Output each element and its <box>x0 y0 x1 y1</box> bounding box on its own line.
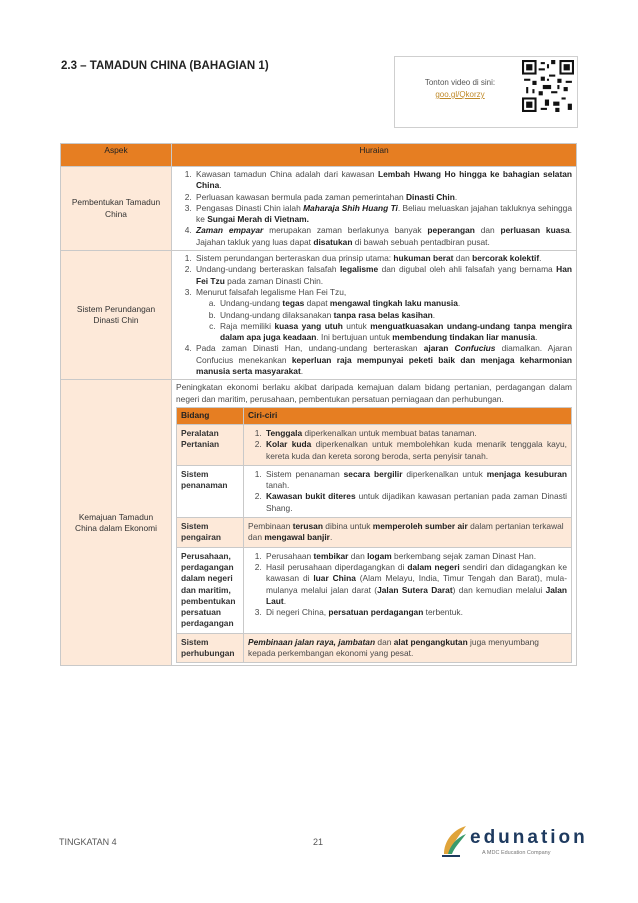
field-cell: Sistem perhubungan <box>177 633 244 663</box>
list-item: c. Raja memiliki kuasa yang utuh untuk menguatkuasakan undang-undang tanpa mengira dalam apa juga keadaan. Ini bertujuan untuk membendung tindakan liar manusia. <box>218 321 572 344</box>
aspect-cell: Pembentukan Tamadun China <box>61 167 172 251</box>
ciri-cell <box>244 424 572 465</box>
table-row <box>177 633 572 663</box>
point-list <box>176 169 572 248</box>
table-row <box>177 424 572 465</box>
logo-subtitle: A MDC Education Company <box>482 850 551 856</box>
list-item: 1. Kawasan tamadun China adalah dari kawasan Lembah Hwang Ho hingga ke bahagian selatan China. <box>194 169 572 192</box>
ciri-cell: Pembinaan terusan dibina untuk memperoleh sumber air dalam pertanian terkawal dan mengawal banjir. <box>244 518 572 548</box>
bidang-table <box>176 407 572 663</box>
sub-list <box>196 298 572 343</box>
page-number: 21 <box>313 837 324 847</box>
ciri-cell <box>244 465 572 517</box>
list-item: a. Undang-undang tegas dapat mengawal tingkah laku manusia. <box>218 298 572 309</box>
list-item: 2. Kolar kuda diperkenalkan untuk membolehkan kuda menarik tenggala kayu, kereta kuda dan kereta sorong beroda, serta penyisir tanah. <box>264 439 567 462</box>
list-item: 2. Undang-undang berteraskan falsafah legalisme dan digubal oleh ahli falsafah yang bernama Han Fei Tzu pada zaman Dinasti Chin. <box>194 264 572 287</box>
desc-cell <box>172 167 577 251</box>
list-item: 3. Di negeri China, persatuan perdagangan terbentuk. <box>264 607 567 618</box>
field-cell: Perusahaan, perdagangan dalam negeri dan maritim, pembentukan persatuan perdagangan <box>177 547 244 633</box>
ciri-cell <box>244 547 572 633</box>
field-cell: Sistem penanaman <box>177 465 244 517</box>
qr-code-icon[interactable] <box>522 60 574 112</box>
ciri-cell: Pembinaan jalan raya, jambatan dan alat pengangkutan juga menyumbang kepada perkembangan ekonomi yang pesat. <box>244 633 572 663</box>
inner-header-ciri: Ciri-ciri <box>244 407 572 424</box>
list-item: 4. Pada zaman Dinasti Han, undang-undang berteraskan ajaran Confucius diamalkan. Ajaran Confucius menekankan keperluan raja mempunyai peketi baik dan menjaga keharmonian manusia serta masyarakat. <box>194 343 572 377</box>
field-cell: Sistem pengairan <box>177 518 244 548</box>
list-item: 4. Zaman empayar merupakan zaman berlakunya banyak peperangan dan perluasan kuasa. Jajahan takluk yang luas dapat disatukan di bawah sebuah pentadbiran pusat. <box>194 225 572 248</box>
list-item: 2. Perluasan kawasan bermula pada zaman pemerintahan Dinasti Chin. <box>194 192 572 203</box>
list-item: 1. Sistem perundangan berteraskan dua prinsip utama: hukuman berat dan bercorak kolektif. <box>194 253 572 264</box>
edunation-logo <box>440 824 588 860</box>
point-list <box>176 253 572 377</box>
logo-mark-icon <box>440 824 470 858</box>
col-header-aspek: Aspek <box>61 144 172 167</box>
video-caption <box>405 77 515 101</box>
list-item: 3. Pengasas Dinasti Chin ialah Maharaja Shih Huang Ti. Beliau meluaskan jajahan takluknya sehingga ke Sungai Merah di Vietnam. <box>194 203 572 226</box>
list-item: 3. Menurut falsafah legalisme Han Fei Tzu, a. Undang-undang tegas dapat mengawal tingkah laku manusia. b. Undang-undang dilaksanakan tanpa rasa belas kasihan. c. Raja memiliki kuasa yang utuh untuk menguatkuasakan undang-undang tanpa mengira dalam apa juga keadaan. Ini bertujuan untuk membendung tindakan liar manusia. <box>194 287 572 343</box>
inner-header-bidang: Bidang <box>177 407 244 424</box>
field-cell: Peralatan Pertanian <box>177 424 244 465</box>
list-item: 1. Sistem penanaman secara bergilir diperkenalkan untuk menjaga kesuburan tanah. <box>264 469 567 492</box>
row-perundangan <box>61 251 577 380</box>
ekonomi-intro: Peningkatan ekonomi berlaku akibat daripada kemajuan dalam bidang pertanian, perdagangan dalam negeri dan maritim, perusahaan, pembentukan persatuan perniagaan dan perhubungan. <box>176 382 572 404</box>
content-table <box>60 143 577 666</box>
video-box <box>394 56 578 128</box>
table-row <box>177 518 572 548</box>
list-item: 1. Perusahaan tembikar dan logam berkembang sejak zaman Dinast Han. <box>264 551 567 562</box>
row-pembentukan <box>61 167 577 251</box>
desc-cell <box>172 251 577 380</box>
col-header-huraian: Huraian <box>172 144 577 167</box>
video-line: Tonton video di sini: <box>424 78 496 87</box>
table-row <box>177 465 572 517</box>
list-item: b. Undang-undang dilaksanakan tanpa rasa belas kasihan. <box>218 310 572 321</box>
page-title: 2.3 – TAMADUN CHINA (BAHAGIAN 1) <box>61 60 269 72</box>
video-link[interactable]: goo.gl/Qkorzy <box>435 90 485 99</box>
logo-word: edunation <box>470 827 588 848</box>
row-ekonomi <box>61 380 577 666</box>
table-row <box>177 547 572 633</box>
aspect-cell: Sistem Perundangan Dinasti Chin <box>61 251 172 380</box>
list-item: 2. Hasil perusahaan diperdagangkan di dalam negeri sendiri dan didagangkan ke kawasan di luar China (Alam Melayu, India, Timur Tengah dan Barat), mula-mulanya melalui jalan darat (Jalan Sutera Darat) dan kemudian melalui Jalan Laut. <box>264 562 567 607</box>
list-item: 1. Tenggala diperkenalkan untuk membuat batas tanaman. <box>264 428 567 439</box>
list-item: 2. Kawasan bukit diteres untuk dijadikan kawasan pertanian pada zaman Dinasti Shang. <box>264 491 567 514</box>
desc-cell <box>172 380 577 666</box>
aspect-cell: Kemajuan Tamadun China dalam Ekonomi <box>61 380 172 666</box>
footer-level: TINGKATAN 4 <box>59 837 117 847</box>
